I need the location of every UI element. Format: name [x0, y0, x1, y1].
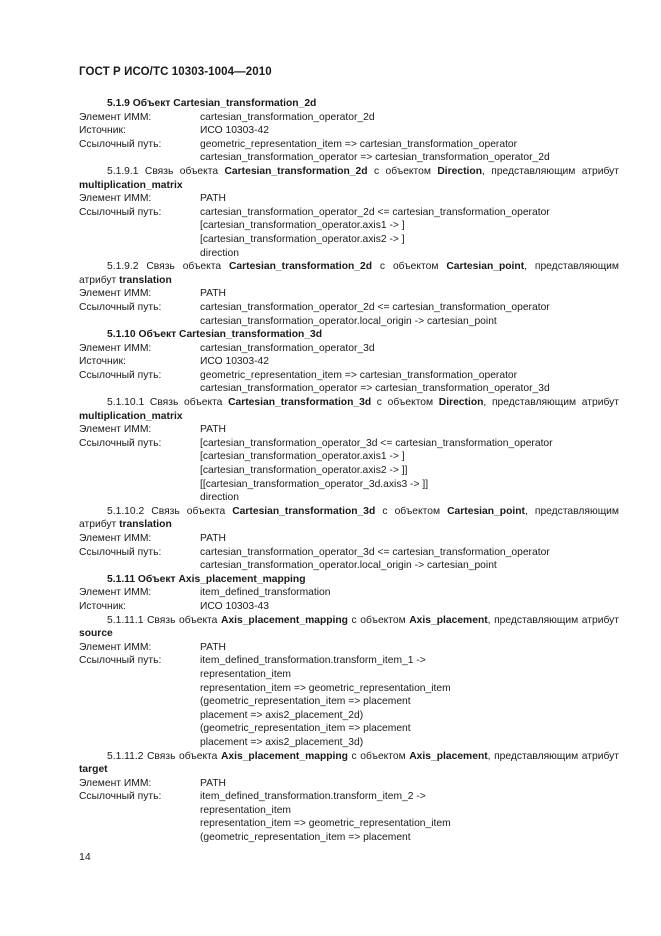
- entity-name: Axis_placement_mapping: [220, 750, 348, 762]
- paragraph-text: , представляющим атрибут: [487, 750, 619, 762]
- field-row: [79, 111, 619, 125]
- field-label: Элемент ИММ:: [79, 342, 152, 354]
- field-value-line: cartesian_transformation_operator => cartesian_transformation_operator_2d: [200, 152, 550, 164]
- field-value: [200, 423, 226, 437]
- field-value: [200, 206, 550, 260]
- field-row: [79, 600, 619, 614]
- paragraph-text: 5.1.11.1 Связь объекта: [107, 614, 221, 626]
- field-value: [200, 654, 451, 749]
- field-label: Элемент ИММ:: [79, 587, 152, 599]
- field-value-line: (geometric_representation_item => placement: [200, 696, 411, 708]
- field-row: [79, 586, 619, 600]
- entity-name: Cartesian_point: [446, 261, 525, 273]
- field-value-line: [cartesian_transformation_operator_3d <= cartesian_transformation_operator: [200, 437, 553, 449]
- field-value: [200, 342, 375, 356]
- field-row: [79, 423, 619, 437]
- entity-name: Axis_placement: [409, 750, 488, 762]
- field-value-line: placement => axis2_placement_3d): [200, 736, 364, 748]
- field-value-line: representation_item => geometric_representation_item: [200, 818, 451, 830]
- field-value-line: direction: [200, 492, 239, 504]
- field-row: [79, 369, 619, 396]
- field-value: [200, 301, 550, 328]
- field-row: [79, 641, 619, 655]
- entity-name: Cartesian_transformation_2d: [228, 261, 373, 273]
- relation-paragraph: [79, 396, 619, 423]
- entity-name: Cartesian_transformation_3d: [232, 505, 376, 517]
- paragraph-text: 5.1.10.1 Связь объекта: [107, 397, 229, 409]
- field-value-line: [[cartesian_transformation_operator_3d.axis3 -> ]]: [200, 478, 429, 490]
- field-row: [79, 654, 619, 749]
- field-value-line: PATH: [200, 288, 226, 300]
- entity-name: target: [79, 764, 108, 776]
- field-row: [79, 437, 619, 505]
- paragraph-text: 5.1.9.2 Связь объекта: [107, 261, 229, 273]
- field-label: Ссылочный путь:: [79, 369, 162, 381]
- entity-name: translation: [119, 274, 172, 286]
- field-value-line: (geometric_representation_item => placement: [200, 723, 411, 735]
- field-label: Элемент ИММ:: [79, 111, 152, 123]
- field-value: [200, 437, 553, 505]
- field-label: Элемент ИММ:: [79, 533, 152, 544]
- entity-name: Cartesian_point: [447, 505, 525, 517]
- field-value: [200, 111, 375, 125]
- field-value-line: geometric_representation_item => cartesian_transformation_operator: [200, 138, 518, 150]
- field-label: Ссылочный путь:: [79, 138, 162, 150]
- field-value-line: cartesian_transformation_operator_2d <= cartesian_transformation_operator: [200, 301, 550, 313]
- paragraph-text: с объектом: [372, 261, 447, 273]
- field-label: Источник:: [79, 356, 126, 368]
- document-header: ГОСТ Р ИСО/ТС 10303-1004—2010: [79, 66, 272, 78]
- field-value-line: [cartesian_transformation_operator.axis2 -> ]]: [200, 465, 408, 477]
- field-label: Ссылочный путь:: [79, 301, 162, 313]
- entity-name: Cartesian_transformation_3d: [228, 397, 372, 409]
- field-value-line: [cartesian_transformation_operator.axis1 -> ]: [200, 451, 405, 463]
- field-value-line: [cartesian_transformation_operator.axis1 -> ]: [200, 220, 405, 232]
- field-row: [79, 206, 619, 260]
- field-label: Ссылочный путь:: [79, 206, 162, 218]
- field-row: [79, 355, 619, 369]
- field-value: [200, 546, 550, 573]
- field-value-line: ИСО 10303-42: [200, 125, 269, 137]
- entity-name: Axis_placement: [409, 614, 488, 626]
- entity-name: Direction: [437, 165, 482, 177]
- field-value: [200, 369, 550, 396]
- field-row: [79, 124, 619, 138]
- entity-name: Axis_placement_mapping: [220, 614, 348, 626]
- field-value-line: cartesian_transformation_operator.local_origin -> cartesian_point: [200, 315, 497, 327]
- paragraph-text: 5.1.10.2 Связь объекта: [107, 505, 233, 517]
- field-label: Элемент ИММ:: [79, 288, 152, 300]
- field-value: [200, 777, 226, 791]
- entity-name: multiplication_matrix: [79, 179, 183, 191]
- field-value: [200, 287, 226, 301]
- field-label: Источник:: [79, 600, 126, 612]
- paragraph-text: , представляющим атрибут: [79, 261, 620, 286]
- field-value: [200, 532, 226, 546]
- field-value-line: direction: [200, 247, 239, 259]
- field-label: Ссылочный путь:: [79, 546, 162, 558]
- field-value: [200, 586, 331, 600]
- field-row: [79, 790, 619, 844]
- paragraph-text: , представляющим атрибут: [79, 505, 620, 531]
- paragraph-text: 5.1.9.1 Связь объекта: [107, 165, 225, 177]
- page-number: 14: [79, 851, 91, 863]
- field-value-line: item_defined_transformation.transform_item_2 ->: [200, 791, 426, 803]
- field-value-line: PATH: [200, 641, 226, 653]
- paragraph-text: с объектом: [375, 505, 448, 517]
- field-value-line: cartesian_transformation_operator_2d: [200, 111, 375, 123]
- section-heading: 5.1.11 Объект Axis_placement_mapping: [107, 573, 306, 585]
- relation-paragraph: [79, 614, 619, 641]
- paragraph-text: , представляющим атрибут: [482, 165, 619, 177]
- section-heading: 5.1.10 Объект Cartesian_transformation_3d: [107, 329, 323, 341]
- entity-name: Direction: [438, 397, 484, 409]
- relation-paragraph: [79, 750, 619, 777]
- field-value-line: cartesian_transformation_operator_2d <= cartesian_transformation_operator: [200, 206, 550, 218]
- field-value: [200, 138, 550, 165]
- field-row: [79, 532, 619, 546]
- field-row: [79, 138, 619, 165]
- field-value-line: representation_item: [200, 668, 292, 680]
- field-value: [200, 192, 226, 206]
- field-value-line: representation_item: [200, 804, 292, 816]
- paragraph-text: с объектом: [371, 397, 439, 409]
- field-value-line: cartesian_transformation_operator => cartesian_transformation_operator_3d: [200, 383, 550, 395]
- section-heading: 5.1.9 Объект Cartesian_transformation_2d: [107, 98, 317, 109]
- field-value: [200, 600, 269, 614]
- paragraph-text: , представляющим атрибут: [483, 397, 619, 409]
- field-row: [79, 546, 619, 573]
- field-value: [200, 124, 269, 138]
- field-value: [200, 641, 226, 655]
- field-label: Источник:: [79, 125, 126, 137]
- paragraph-text: с объектом: [367, 165, 438, 177]
- field-label: Элемент ИММ:: [79, 641, 152, 653]
- field-value-line: ИСО 10303-42: [200, 356, 269, 368]
- entity-name: source: [79, 628, 113, 640]
- field-label: Элемент ИММ:: [79, 777, 152, 789]
- field-value-line: item_defined_transformation: [200, 587, 331, 599]
- field-label: Элемент ИММ:: [79, 424, 152, 436]
- field-row: [79, 301, 619, 328]
- field-value-line: cartesian_transformation_operator_3d <= cartesian_transformation_operator: [200, 546, 550, 558]
- document-body: [79, 97, 619, 845]
- field-value-line: geometric_representation_item => cartesian_transformation_operator: [200, 369, 518, 381]
- field-row: [79, 287, 619, 301]
- relation-paragraph: [79, 165, 619, 192]
- paragraph-text: 5.1.11.2 Связь объекта: [107, 750, 221, 762]
- field-label: Элемент ИММ:: [79, 193, 152, 205]
- field-label: Ссылочный путь:: [79, 437, 162, 449]
- field-value: [200, 355, 269, 369]
- paragraph-text: , представляющим атрибут: [487, 614, 619, 626]
- field-value-line: cartesian_transformation_operator_3d: [200, 342, 375, 354]
- relation-paragraph: [79, 505, 619, 532]
- field-value-line: item_defined_transformation.transform_item_1 ->: [200, 655, 426, 667]
- field-value-line: cartesian_transformation_operator.local_origin -> cartesian_point: [200, 560, 497, 572]
- field-row: [79, 342, 619, 356]
- field-value-line: [cartesian_transformation_operator.axis2 -> ]: [200, 233, 405, 245]
- field-value-line: representation_item => geometric_representation_item: [200, 682, 451, 694]
- paragraph-text: с объектом: [347, 614, 410, 626]
- field-value-line: PATH: [200, 424, 226, 436]
- field-row: [79, 192, 619, 206]
- field-label: Ссылочный путь:: [79, 655, 162, 667]
- paragraph-text: с объектом: [347, 750, 410, 762]
- field-row: [79, 777, 619, 791]
- entity-name: Cartesian_transformation_2d: [224, 165, 368, 177]
- field-value-line: placement => axis2_placement_2d): [200, 709, 364, 721]
- field-value-line: PATH: [200, 193, 226, 205]
- field-value-line: ИСО 10303-43: [200, 600, 269, 612]
- field-value-line: PATH: [200, 777, 226, 789]
- entity-name: translation: [119, 519, 172, 531]
- entity-name: multiplication_matrix: [79, 410, 183, 422]
- field-value-line: PATH: [200, 533, 226, 544]
- field-label: Ссылочный путь:: [79, 791, 162, 803]
- field-value-line: (geometric_representation_item => placement: [200, 832, 411, 844]
- field-value: [200, 790, 451, 844]
- relation-paragraph: [79, 260, 619, 287]
